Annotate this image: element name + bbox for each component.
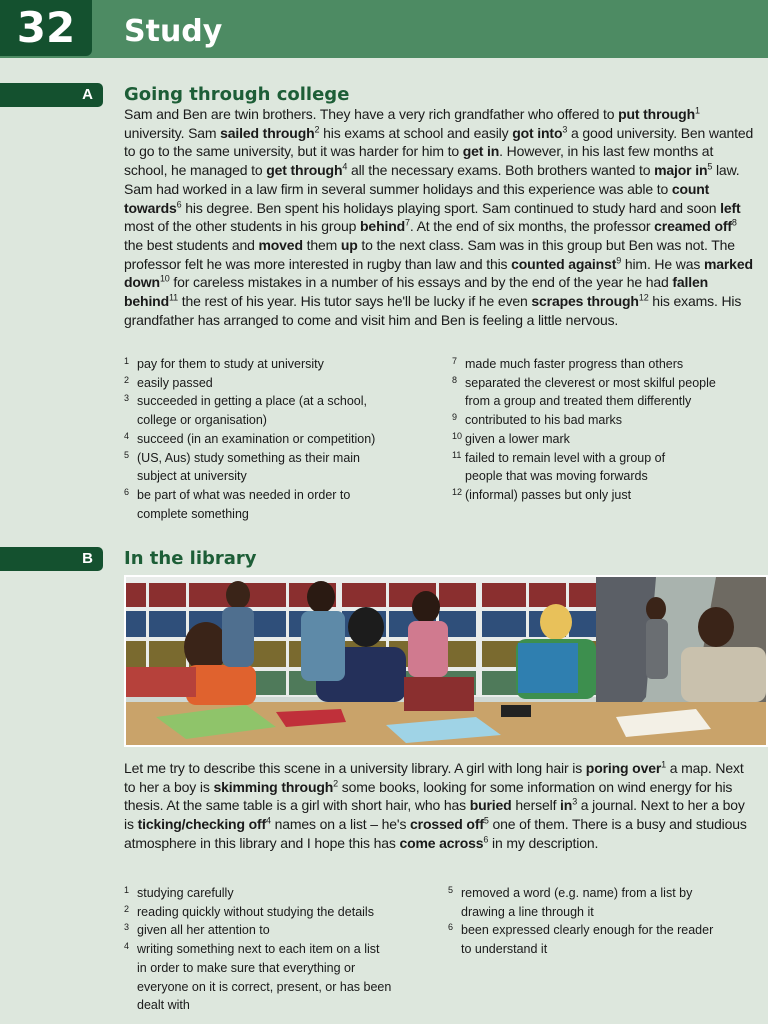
footnote-marker: 9 bbox=[616, 254, 622, 265]
footnote-marker: 4 bbox=[342, 161, 348, 172]
unit-number: 32 bbox=[0, 0, 92, 56]
phrasal-verb: get through bbox=[266, 162, 343, 179]
phrasal-verb: marked down bbox=[124, 255, 753, 291]
phrasal-verb: sailed through bbox=[220, 124, 315, 141]
footnote-marker: 2 bbox=[314, 124, 320, 135]
phrasal-verb: up bbox=[340, 236, 358, 253]
glossary-number: 1 bbox=[124, 356, 130, 366]
glossary-line: failed to remain level with a group of bbox=[465, 450, 666, 465]
glossary-line: college or organisation) bbox=[137, 413, 267, 428]
phrasal-verb: got into bbox=[512, 124, 563, 141]
phrasal-verb: crossed off bbox=[410, 816, 484, 833]
glossary-number: 5 bbox=[448, 885, 454, 895]
glossary-entry bbox=[452, 430, 752, 449]
footnote-marker: 5 bbox=[483, 815, 489, 826]
library-illustration bbox=[124, 575, 768, 747]
glossary-line: in order to make sure that everything or bbox=[137, 960, 356, 975]
glossary-line: complete something bbox=[137, 506, 249, 521]
glossary-line: studying carefully bbox=[137, 886, 234, 900]
glossary-entry bbox=[124, 486, 424, 523]
glossary-line: removed a word (e.g. name) from a list by bbox=[461, 886, 693, 900]
footnote-marker: 12 bbox=[638, 292, 649, 303]
glossary-line: succeeded in getting a place (at a school, bbox=[137, 394, 368, 409]
footnote-marker: 2 bbox=[333, 778, 339, 789]
glossary-line: (US, Aus) study something as their main bbox=[137, 450, 361, 465]
section-a-glossary-left bbox=[124, 355, 424, 523]
glossary-number: 6 bbox=[448, 922, 454, 933]
text-run: law. Sam had worked in a law firm in several summer holidays and this experience was able to bbox=[124, 162, 740, 197]
glossary-line: succeed (in an examination or competition) bbox=[137, 431, 376, 446]
glossary-number: 2 bbox=[124, 903, 130, 914]
section-a-tab: A bbox=[0, 83, 103, 107]
glossary-number: 7 bbox=[452, 356, 458, 366]
text-run: them bbox=[302, 236, 341, 253]
phrasal-verb: get in bbox=[462, 143, 500, 160]
footnote-marker: 1 bbox=[661, 759, 667, 770]
glossary-number: 9 bbox=[452, 412, 458, 423]
footnote-marker: 6 bbox=[176, 198, 182, 209]
glossary-number: 8 bbox=[452, 374, 458, 385]
text-run: Sam and Ben are twin brothers. They have a very rich grandfather who offered to bbox=[124, 106, 619, 122]
glossary-line: drawing a line through it bbox=[461, 904, 594, 919]
phrasal-verb: count towards bbox=[124, 180, 710, 216]
text-run: a map. Next to her a boy is bbox=[124, 760, 744, 795]
footnote-marker: 4 bbox=[266, 815, 271, 826]
glossary-number: 11 bbox=[452, 449, 462, 460]
footnote-marker: 3 bbox=[572, 796, 578, 807]
phrasal-verb: counted against bbox=[511, 255, 617, 272]
glossary-entry bbox=[124, 355, 424, 374]
glossary-line: dealt with bbox=[137, 998, 190, 1013]
glossary-entry bbox=[448, 884, 748, 921]
text-run: one of them. There is a busy and studious atmosphere in this library and I hope this has bbox=[124, 816, 747, 851]
section-b-title: In the library bbox=[124, 548, 257, 569]
glossary-line: writing something next to each item on a list bbox=[137, 942, 380, 957]
section-a-title: Going through college bbox=[124, 84, 350, 105]
text-run: most of the other students in his group bbox=[124, 218, 361, 235]
phrasal-verb: fallen behind bbox=[124, 274, 709, 310]
footnote-marker: 1 bbox=[694, 105, 700, 116]
glossary-line: separated the cleverest or most skilful people bbox=[465, 375, 716, 390]
glossary-entry bbox=[452, 449, 752, 486]
text-run: herself bbox=[511, 797, 561, 814]
glossary-line: to understand it bbox=[461, 942, 548, 957]
glossary-number: 4 bbox=[124, 941, 130, 952]
text-run: some books, looking for some information on wind energy for his thesis. At the same table is a girl with short hair, who has bbox=[124, 778, 733, 814]
footnote-marker: 8 bbox=[731, 217, 737, 228]
text-run: to the next class. Sam was in this group but Ben was not. The professor felt he was more interested in rugby than law and this bbox=[124, 236, 735, 272]
glossary-line: pay for them to study at university bbox=[137, 357, 324, 371]
section-b-tab: B bbox=[0, 547, 103, 571]
footnote-marker: 7 bbox=[405, 217, 410, 228]
footnote-marker: 11 bbox=[168, 292, 179, 303]
glossary-line: be part of what was needed in order to bbox=[137, 487, 351, 502]
phrasal-verb: moved bbox=[258, 236, 303, 253]
glossary-line: everyone on it is correct, present, or has been bbox=[137, 979, 392, 994]
text-run: all the necessary exams. Both brothers wanted to bbox=[347, 162, 655, 179]
glossary-line: contributed to his bad marks bbox=[465, 413, 623, 428]
glossary-number: 6 bbox=[124, 486, 130, 497]
glossary-entry bbox=[452, 355, 752, 374]
phrasal-verb: skimming through bbox=[213, 778, 334, 795]
glossary-entry bbox=[124, 430, 424, 449]
glossary-line: from a group and treated them differently bbox=[465, 394, 692, 409]
glossary-line: been expressed clearly enough for the reader bbox=[461, 923, 714, 938]
glossary-entry bbox=[124, 374, 424, 393]
phrasal-verb: behind bbox=[360, 218, 406, 235]
section-b-glossary-right bbox=[448, 884, 748, 959]
glossary-entry bbox=[124, 921, 424, 940]
text-run: in my description. bbox=[488, 834, 599, 851]
section-b-glossary-left bbox=[124, 884, 424, 1015]
phrasal-verb: in bbox=[560, 797, 573, 814]
text-run: university. Sam bbox=[124, 124, 221, 141]
phrasal-verb: scrapes through bbox=[531, 293, 639, 310]
glossary-entry bbox=[124, 940, 424, 1015]
text-run: a good university. Ben wanted to go to the same university, but it was harder for him to bbox=[124, 124, 754, 160]
text-run: . At the end of six months, the professor bbox=[409, 218, 655, 235]
glossary-line: given all her attention to bbox=[137, 923, 270, 938]
glossary-line: given a lower mark bbox=[465, 431, 570, 446]
glossary-line: (informal) passes but only just bbox=[465, 487, 632, 502]
phrasal-verb: poring over bbox=[585, 760, 662, 776]
glossary-entry bbox=[124, 392, 424, 429]
glossary-number: 4 bbox=[124, 430, 130, 441]
glossary-number: 1 bbox=[124, 885, 130, 895]
text-run: his exams. His grandfather has arranged to come and visit him and Ben is feeling a little nervous. bbox=[124, 293, 742, 328]
glossary-number: 12 bbox=[452, 486, 463, 497]
glossary-entry bbox=[448, 921, 748, 958]
phrasal-verb: major in bbox=[654, 162, 708, 179]
text-run: . However, in his last few months at school, he managed to bbox=[124, 143, 714, 179]
glossary-number: 5 bbox=[124, 449, 130, 460]
glossary-entry bbox=[124, 903, 424, 922]
section-b-paragraph bbox=[124, 759, 754, 853]
glossary-entry bbox=[124, 449, 424, 486]
footnote-marker: 6 bbox=[483, 834, 489, 845]
glossary-number: 3 bbox=[124, 922, 130, 933]
text-run: for careless mistakes in a number of his essays and by the end of the year he had bbox=[169, 274, 673, 291]
text-run: a journal. Next to her a boy is bbox=[124, 797, 745, 833]
text-run: the best students and bbox=[124, 236, 259, 253]
glossary-line: subject at university bbox=[137, 469, 247, 484]
glossary-number: 2 bbox=[124, 374, 130, 385]
text-run: names on a list – he's bbox=[270, 816, 411, 833]
section-a-paragraph bbox=[124, 105, 754, 329]
section-a-glossary-right bbox=[452, 355, 752, 505]
text-run: Let me try to describe this scene in a university library. A girl with long hair is bbox=[124, 760, 586, 776]
text-run: him. He was bbox=[621, 255, 704, 272]
phrasal-verb: left bbox=[720, 199, 741, 216]
text-run: his degree. Ben spent his holidays playing sport. Sam continued to study hard and soon bbox=[181, 199, 721, 216]
phrasal-verb: ticking/checking off bbox=[137, 816, 267, 833]
glossary-line: made much faster progress than others bbox=[465, 357, 684, 371]
footnote-marker: 10 bbox=[159, 273, 170, 284]
text-run: the rest of his year. His tutor says he'll be lucky if he even bbox=[178, 293, 532, 310]
phrasal-verb: creamed off bbox=[654, 218, 732, 235]
unit-header bbox=[0, 0, 768, 58]
glossary-number: 3 bbox=[124, 393, 130, 404]
unit-title: Study bbox=[124, 14, 223, 49]
phrasal-verb: buried bbox=[469, 797, 512, 814]
text-run: his exams at school and easily bbox=[319, 124, 513, 141]
glossary-line: easily passed bbox=[137, 375, 213, 390]
glossary-entry bbox=[452, 374, 752, 411]
phrasal-verb: put through bbox=[618, 106, 695, 122]
footnote-marker: 3 bbox=[562, 124, 568, 135]
glossary-entry bbox=[124, 884, 424, 903]
glossary-entry bbox=[452, 411, 752, 430]
glossary-line: reading quickly without studying the details bbox=[137, 904, 374, 919]
glossary-entry bbox=[452, 486, 752, 505]
phrasal-verb: come across bbox=[399, 834, 484, 851]
glossary-line: people that was moving forwards bbox=[465, 469, 648, 484]
glossary-number: 10 bbox=[452, 430, 463, 441]
footnote-marker: 5 bbox=[707, 161, 713, 172]
